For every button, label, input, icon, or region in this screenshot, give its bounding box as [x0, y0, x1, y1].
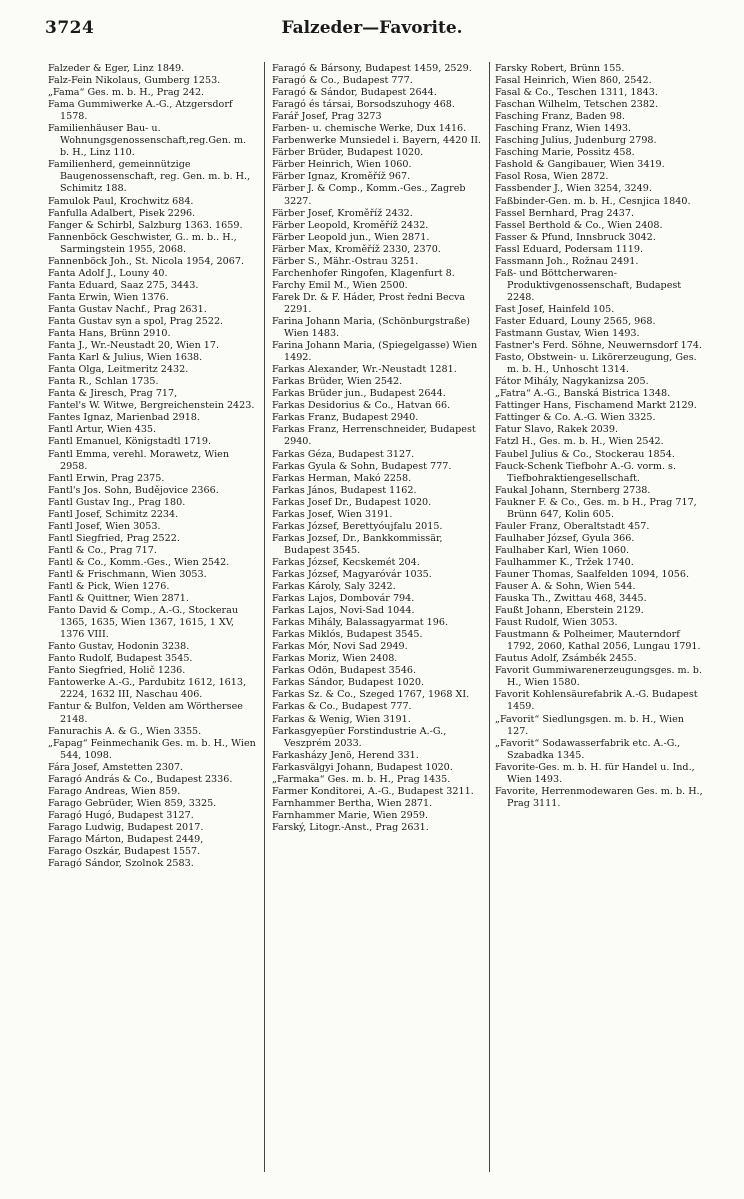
- directory-entry: Farkas József, Kecskemét 204.: [272, 556, 420, 568]
- directory-entry: Farsky Robert, Brünn 155.: [495, 63, 625, 74]
- directory-entry: Faragó András & Co., Budapest 2336.: [48, 773, 233, 785]
- directory-entry: Fast Josef, Hainfeld 105.: [495, 303, 615, 315]
- directory-entry: Farina Johann Maria, (Schönburgstraße) Wien 1483.: [272, 315, 471, 340]
- directory-entry: Farkasgyepüer Forstindustrie A.-G., Veszprém 2033.: [272, 725, 447, 749]
- directory-entry: Fama Gummiwerke A.-G., Atzgersdorf 1578.: [48, 99, 233, 123]
- directory-entry: Farkas Herman, Makó 2258.: [272, 472, 412, 484]
- directory-entry: Fantes Ignaz, Marienbad 2918.: [48, 412, 200, 424]
- directory-entry: Färber Ignaz, Kroměříž 967.: [272, 171, 411, 183]
- directory-entry: Farmer Konditorei, A.-G., Budapest 3211.: [272, 785, 474, 797]
- directory-entry: Fanta Eduard, Saaz 275, 3443.: [48, 279, 199, 291]
- directory-entry: Fastner's Ferd. Söhne, Neuwernsdorf 174.: [495, 340, 702, 352]
- directory-entry: Färber Brüder, Budapest 1020.: [272, 147, 424, 159]
- directory-entry: Faustmann & Polheimer, Mauterndorf 1792, 2060, Kathal 2056, Lungau 1791.: [495, 629, 701, 653]
- directory-entry: Fattinger & Co. A.-G. Wien 3325.: [495, 412, 656, 424]
- directory-entry: Familienhäuser Bau- u. Wohnungsgenossenschaft,reg.Gen. m. b. H., Linz 110.: [48, 123, 247, 159]
- directory-entry: Fassbender J., Wien 3254, 3249.: [495, 183, 652, 195]
- directory-entry: Fantl & Quittner, Wien 2871.: [48, 593, 189, 605]
- directory-entry: Fanto Siegfried, Holič 1236.: [48, 665, 186, 677]
- directory-entry: „Fama“ Ges. m. b. H., Prag 242.: [48, 87, 205, 99]
- directory-entry: Fantel's W. Witwe, Bergreichenstein 2423.: [48, 400, 255, 412]
- directory-entry: Faragó & Co., Budapest 777.: [272, 75, 413, 87]
- directory-entry: Famulok Paul, Krochwitz 684.: [48, 195, 194, 207]
- directory-entry: Fattinger Hans, Fischamend Markt 2129.: [495, 400, 697, 412]
- directory-entry: Fanto David & Comp., A.-G., Stockerau 1365, 1635, Wien 1367, 1615, 1 XV, 1376 VIII.: [48, 605, 239, 641]
- directory-entry: Fauler Franz, Oberaltstadt 457.: [495, 520, 650, 532]
- directory-entry: Faragó és társai, Borsodszuhogy 468.: [272, 99, 455, 111]
- running-title: Falzeder—Favorite.: [281, 18, 463, 38]
- directory-entry: Färber Leopold jun., Wien 2871.: [272, 231, 430, 243]
- directory-entry: Fára Josef, Amstetten 2307.: [48, 761, 184, 773]
- directory-entry: Favorit Gummiwarenerzeugungsges. m. b. H., Wien 1580.: [495, 665, 702, 689]
- directory-entry: Favorite-Ges. m. b. H. für Handel u. Ind., Wien 1493.: [495, 761, 695, 785]
- directory-entry: Fasol Rosa, Wien 2872.: [495, 171, 609, 183]
- directory-entry: Farkas Desidorius & Co., Hatvan 66.: [272, 400, 451, 412]
- directory-entry: Farkas Mihály, Balassagyarmat 196.: [272, 617, 448, 629]
- directory-entry: Faßbinder-Gen. m. b. H., Cesnjica 1840.: [495, 195, 691, 207]
- directory-entry: Farkas József, Berettyóujfalu 2015.: [272, 520, 443, 532]
- directory-entry: Fanto Gustav, Hodonin 3238.: [48, 641, 190, 653]
- directory-entry: Faukner F. & Co., Ges. m. b H., Prag 717, Brünn 647, Kolin 605.: [495, 496, 697, 520]
- directory-column-2: [272, 63, 482, 834]
- directory-entry: Fantl Josef, Schimitz 2234.: [48, 508, 179, 520]
- directory-entry: Fastmann Gustav, Wien 1493.: [495, 328, 640, 340]
- directory-entry: Farkas Brüder jun., Budapest 2644.: [272, 388, 446, 400]
- directory-entry: Farago Gebrüder, Wien 859, 3325.: [48, 797, 217, 809]
- directory-entry: Faukal Johann, Sternberg 2738.: [495, 484, 651, 496]
- directory-entry: Fanto Rudolf, Budapest 3545.: [48, 653, 193, 665]
- directory-entry: Farbenwerke Munsiedel i. Bayern, 4420 II.: [272, 135, 482, 147]
- directory-entry: Fauck-Schenk Tiefbohr A.-G. vorm. s. Tiefbohraktiengesellschaft.: [495, 460, 677, 484]
- directory-entry: Farago Márton, Budapest 2449,: [48, 834, 204, 845]
- directory-entry: Fasching Franz, Wien 1493.: [495, 123, 632, 135]
- directory-entry: Fauner Thomas, Saalfelden 1094, 1056.: [495, 568, 689, 580]
- directory-entry: „Farmaka“ Ges. m. b. H., Prag 1435.: [272, 773, 451, 785]
- directory-entry: Fannenböck Joh., St. Nicola 1954, 2067.: [48, 255, 244, 267]
- directory-entry: Farkas József, Magyaróvár 1035.: [272, 568, 432, 580]
- directory-entry: Farek Dr. & F. Háder, Prost ředni Becva 2291.: [272, 291, 466, 315]
- directory-entry: Farkas Franz, Budapest 2940.: [272, 412, 419, 424]
- directory-entry: Faster Eduard, Louny 2565, 968.: [495, 315, 656, 327]
- directory-entry: „Fapag“ Feinmechanik Ges. m. b. H., Wien 544, 1098.: [48, 737, 256, 761]
- directory-entry: Faragó & Sándor, Budapest 2644.: [272, 87, 437, 99]
- directory-entry: Farnhammer Marie, Wien 2959.: [272, 809, 429, 821]
- directory-entry: Färber J. & Comp., Komm.-Ges., Zagreb 3227.: [272, 183, 466, 207]
- directory-entry: Farkasvälgyi Johann, Budapest 1020.: [272, 761, 453, 773]
- directory-entry: Fassel Bernhard, Prag 2437.: [495, 207, 635, 219]
- directory-entry: Farkas & Co., Budapest 777.: [272, 701, 412, 713]
- directory-entry: Farský, Litogr.-Anst., Prag 2631.: [272, 821, 429, 833]
- directory-entry: Faulhaber Karl, Wien 1060.: [495, 544, 630, 556]
- directory-entry: Fátor Mihály, Nagykanizsa 205.: [495, 376, 649, 388]
- directory-entry: Farkas Gyula & Sohn, Budapest 777.: [272, 460, 452, 472]
- directory-entry: Farkas Josef Dr., Budapest 1020.: [272, 496, 432, 508]
- directory-entry: Fanta Karl & Julius, Wien 1638.: [48, 352, 203, 364]
- directory-entry: Faulhaber József, Gyula 366.: [495, 532, 635, 544]
- directory-entry: Farago Oszkár, Budapest 1557.: [48, 846, 201, 858]
- directory-entry: Farkas Lajos, Novi-Sad 1044.: [272, 605, 415, 617]
- directory-entry: Faußt Johann, Eberstein 2129.: [495, 605, 644, 617]
- directory-entry: Fantl Siegfried, Prag 2522.: [48, 532, 180, 544]
- directory-entry: Farkas Sz. & Co., Szeged 1767, 1968 XI.: [272, 689, 470, 701]
- directory-entry: Faß- und Böttcherwaren-Produktivgenossenschaft, Budapest 2248.: [495, 267, 682, 303]
- directory-entry: Faschan Wilhelm, Tetschen 2382.: [495, 99, 659, 111]
- directory-column-1: [48, 63, 258, 870]
- directory-entry: Fantl Erwin, Prag 2375.: [48, 472, 165, 484]
- directory-entry: Farkasházy Jenö, Herend 331.: [272, 749, 419, 761]
- directory-entry: Fanta Gustav Nachf., Prag 2631.: [48, 303, 207, 315]
- directory-entry: Fasto, Obstwein- u. Likörerzeugung, Ges. m. b. H., Unhoscht 1314.: [495, 352, 697, 376]
- directory-entry: Fantl Josef, Wien 3053.: [48, 520, 161, 532]
- directory-entry: Fanta Erwin, Wien 1376.: [48, 291, 169, 303]
- directory-entry: Farago Andreas, Wien 859.: [48, 785, 181, 797]
- directory-entry: Farkas Alexander, Wr.-Neustadt 1281.: [272, 364, 457, 376]
- directory-entry: Favorit Kohlensäurefabrik A.-G. Budapest 1459.: [495, 689, 698, 713]
- directory-entry: Fauser A. & Sohn, Wien 544.: [495, 581, 636, 593]
- directory-entry: Farkas Sándor, Budapest 1020.: [272, 677, 425, 689]
- directory-entry: Falzeder & Eger, Linz 1849.: [48, 63, 185, 74]
- directory-entry: Faust Rudolf, Wien 3053.: [495, 617, 618, 629]
- directory-entry: Fantl's Jos. Sohn, Budějovice 2366.: [48, 484, 219, 496]
- directory-entry: Fasal Heinrich, Wien 860, 2542.: [495, 75, 652, 87]
- directory-entry: Farkas Moriz, Wien 2408.: [272, 653, 398, 665]
- directory-entry: Fantl & Pick, Wien 1276.: [48, 581, 170, 593]
- directory-entry: Fanta & Jiresch, Prag 717,: [48, 388, 178, 400]
- directory-entry: Fanfulla Adalbert, Pisek 2296.: [48, 207, 196, 219]
- directory-entry: Farkas Lajos, Dombovár 794.: [272, 593, 415, 605]
- directory-entry: Fauska Th., Zwittau 468, 3445.: [495, 593, 647, 605]
- column-divider: [489, 62, 490, 1172]
- directory-entry: Fasser & Pfund, Innsbruck 3042.: [495, 231, 656, 243]
- directory-entry: Färber S., Mähr.-Ostrau 3251.: [272, 255, 419, 267]
- directory-entry: Fanta Olga, Leitmeritz 2432.: [48, 364, 189, 376]
- directory-entry: Farkas Mór, Novi Sad 2949.: [272, 641, 408, 653]
- directory-entry: Fantowerke A.-G., Pardubitz 1612, 1613, 2224, 1632 III, Naschau 406.: [48, 677, 247, 701]
- directory-entry: Farchenhofer Ringofen, Klagenfurt 8.: [272, 267, 455, 279]
- page-number: 3724: [45, 18, 95, 38]
- directory-entry: Fasching Marie, Possitz 458.: [495, 147, 635, 159]
- directory-entry: Fantl Gustav Ing., Prag 180.: [48, 496, 186, 508]
- directory-entry: „Fatra“ A.-G., Banská Bistrica 1348.: [495, 388, 671, 400]
- directory-entry: Farina Johann Maria, (Spiegelgasse) Wien 1492.: [272, 340, 478, 364]
- directory-column-3: [495, 63, 705, 810]
- directory-entry: Fanta Gustav syn a spol, Prag 2522.: [48, 315, 224, 327]
- directory-entry: Fasal & Co., Teschen 1311, 1843.: [495, 87, 658, 99]
- directory-entry: Falz-Fein Nikolaus, Gumberg 1253.: [48, 75, 221, 87]
- directory-entry: Fashold & Gangibauer, Wien 3419.: [495, 159, 665, 171]
- directory-entry: Farkas János, Budapest 1162.: [272, 484, 417, 496]
- directory-entry: Farkas Géza, Budapest 3127.: [272, 448, 415, 460]
- directory-entry: Fasching Franz, Baden 98.: [495, 111, 626, 123]
- directory-entry: Färber Heinrich, Wien 1060.: [272, 159, 412, 171]
- directory-entry: Farago Ludwig, Budapest 2017.: [48, 821, 204, 833]
- directory-entry: Fantl & Co., Prag 717.: [48, 544, 157, 556]
- directory-entry: Fassl Eduard, Podersam 1119.: [495, 243, 644, 255]
- directory-entry: Faubel Julius & Co., Stockerau 1854.: [495, 448, 675, 460]
- directory-entry: Farkas Odön, Budapest 3546.: [272, 665, 417, 677]
- directory-entry: Fautus Adolf, Zsámbék 2455.: [495, 653, 637, 665]
- directory-entry: Farkas Károly, Saly 3242.: [272, 581, 396, 593]
- directory-entry: Fanger & Schirbl, Salzburg 1363. 1659.: [48, 219, 243, 231]
- directory-entry: Favorite, Herrenmodewaren Ges. m. b. H., Prag 3111.: [495, 785, 703, 809]
- directory-entry: Fanta J., Wr.-Neustadt 20, Wien 17.: [48, 340, 220, 352]
- directory-entry: Fantur & Bulfon, Velden am Wörthersee 2148.: [48, 701, 243, 725]
- directory-entry: Fanurachis A. & G., Wien 3355.: [48, 725, 202, 737]
- directory-entry: „Favorit“ Sodawasserfabrik etc. A.-G., Szabadka 1345.: [495, 737, 681, 761]
- directory-entry: Farben- u. chemische Werke, Dux 1416.: [272, 123, 467, 135]
- directory-entry: Farkas Jozsef, Dr., Bankkommissär, Budapest 3545.: [272, 532, 443, 556]
- directory-entry: Färber Max, Kroměříž 2330, 2370.: [272, 243, 441, 255]
- directory-entry: Fantl & Frischmann, Wien 3053.: [48, 568, 207, 580]
- directory-entry: Farkas Miklós, Budapest 3545.: [272, 629, 423, 641]
- directory-entry: Fannenböck Geschwister, G.. m. b.. H., Sarmingstein 1955, 2068.: [48, 231, 237, 255]
- directory-entry: Fanta Hans, Brünn 2910.: [48, 328, 171, 340]
- directory-entry: Faulhammer K., Tržek 1740.: [495, 556, 634, 568]
- directory-entry: Faragó Hugó, Budapest 3127.: [48, 809, 194, 821]
- directory-entry: Farkas Brüder, Wien 2542.: [272, 376, 403, 388]
- column-divider: [264, 62, 265, 1172]
- directory-entry: Färber Josef, Kroměříž 2432.: [272, 207, 413, 219]
- directory-entry: Fantl & Co., Komm.-Ges., Wien 2542.: [48, 556, 230, 568]
- directory-entry: Fantl Emanuel, Königstadtl 1719.: [48, 436, 212, 448]
- directory-entry: Farkas Josef, Wien 3191.: [272, 508, 393, 520]
- directory-entry: Faragó Sándor, Szolnok 2583.: [48, 858, 194, 870]
- directory-entry: Fatur Slavo, Rakek 2039.: [495, 424, 619, 436]
- directory-entry: Fantl Emma, verehl. Morawetz, Wien 2958.: [48, 448, 230, 472]
- directory-entry: Familienherd, gemeinnützige Baugenossenschaft, reg. Gen. m. b. H., Schimitz 188.: [48, 159, 251, 195]
- directory-entry: Fanta Adolf J., Louny 40.: [48, 267, 168, 279]
- directory-entry: Färber Leopold, Kroměříž 2432.: [272, 219, 429, 231]
- directory-entry: „Favorit“ Siedlungsgen. m. b. H., Wien 127.: [495, 713, 684, 737]
- directory-entry: Farkas Franz, Herrenschneider, Budapest 2940.: [272, 424, 476, 448]
- directory-entry: Fassmann Joh., Rožnau 2491.: [495, 255, 639, 267]
- directory-entry: Farnhammer Bertha, Wien 2871.: [272, 797, 433, 809]
- directory-entry: Fatzl H., Ges. m. b. H., Wien 2542.: [495, 436, 664, 448]
- directory-entry: Farkas & Wenig, Wien 3191.: [272, 713, 411, 725]
- directory-entry: Fantl Artur, Wien 435.: [48, 424, 157, 436]
- page-header: [0, 18, 744, 44]
- directory-entry: Farář Josef, Prag 3273: [272, 111, 382, 123]
- directory-entry: Fanta R., Schlan 1735.: [48, 376, 159, 388]
- directory-entry: Fasching Julius, Judenburg 2798.: [495, 135, 657, 147]
- directory-entry: Fassel Berthold & Co., Wien 2408.: [495, 219, 663, 231]
- directory-entry: Faragó & Bársony, Budapest 1459, 2529.: [272, 63, 472, 74]
- directory-entry: Farchy Emil M., Wien 2500.: [272, 279, 408, 291]
